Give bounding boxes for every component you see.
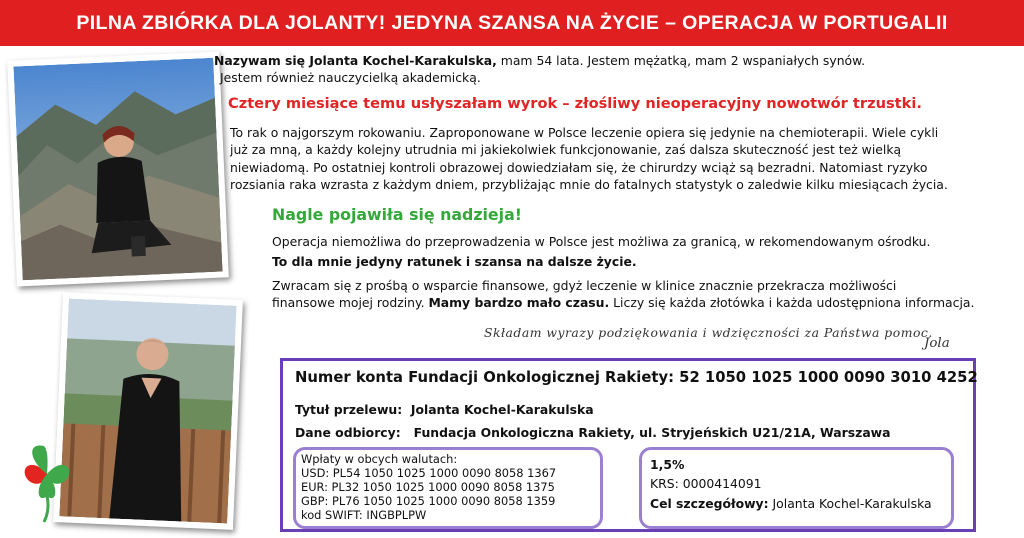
thanks-note: Składam wyrazy podziękowania i wdzięczności za Państwa pomoc. — [484, 325, 933, 340]
account-number: Numer konta Fundacji Onkologicznej Rakiety: 52 1050 1025 1000 0090 3010 4252 — [295, 369, 978, 386]
recipient — [295, 425, 891, 440]
diagnosis-heading: Cztery miesiące temu usłyszałam wyrok – złośliwy nieoperacyjny nowotwór trzustki. — [228, 95, 922, 112]
signature: Jola — [924, 336, 950, 351]
appeal-end: Liczy się każda złotówka i każda udostępniona informacja. — [609, 295, 975, 311]
portrait-photo — [53, 292, 243, 530]
hope-line-2: To dla mnie jedyny ratunek i szansa na dalsze życie. — [272, 254, 637, 269]
clover-logo — [14, 424, 80, 524]
top-banner — [0, 0, 1024, 46]
appeal-line-2 — [272, 294, 974, 311]
foreign-gbp: GBP: PL76 1050 1025 1000 0090 8058 1359 — [301, 493, 556, 508]
appeal-line-1: Zwracam się z prośbą o wsparcie finansowe, gdyż leczenie w klinice znacznie przekracza możliwości — [272, 278, 897, 293]
foreign-swift: kod SWIFT: INGBPLPW — [301, 507, 427, 522]
krs-number: KRS: 0000414091 — [650, 476, 762, 492]
foreign-currency-box — [293, 447, 603, 529]
foreign-eur: EUR: PL32 1050 1025 1000 0090 8058 1375 — [301, 479, 555, 494]
tax-krs-box — [639, 447, 954, 529]
appeal-paragraph — [272, 277, 974, 312]
intro-line-2: Jestem również nauczycielką akademicką. — [220, 70, 481, 85]
tax-percent: 1,5% — [650, 457, 685, 472]
hope-line-1: Operacja niemożliwa do przeprowadzenia w Polsce jest możliwa za granicą, w rekomendowanym ośrodku. — [272, 234, 931, 249]
foreign-usd: USD: PL54 1050 1025 1000 0090 8058 1367 — [301, 465, 557, 480]
diagnosis-line: To rak o najgorszym rokowaniu. Zaproponowane w Polsce leczenie opiera się jedynie na chemioterapii. Wiele cykli — [230, 125, 939, 140]
foreign-heading: Wpłaty w obcych walutach: — [301, 452, 458, 466]
intro-name: Nazywam się Jolanta Kochel-Karakulska, — [214, 53, 497, 68]
recipient-value: Fundacja Onkologiczna Rakiety, ul. Stryjeńskich U21/21A, Warszawa — [413, 425, 891, 440]
appeal-urgent: Mamy bardzo mało czasu. — [428, 295, 610, 311]
transfer-title-value: Jolanta Kochel-Karakulska — [410, 402, 594, 417]
goal-label: Cel szczegółowy: — [650, 495, 769, 511]
recipient-label: Dane odbiorcy: — [295, 425, 401, 440]
diagnosis-line: rozsiania raka wzrasta z każdym dniem, przybliżając mnie do fatalnych statystyk o zaledwie kilku miesiącach życia. — [230, 177, 948, 193]
hope-heading: Nagle pojawiła się nadzieja! — [272, 205, 522, 224]
transfer-title — [295, 402, 594, 417]
transfer-title-label: Tytuł przelewu: — [295, 402, 403, 417]
intro-line-1 — [214, 52, 865, 69]
intro-rest: mam 54 lata. Jestem mężatką, mam 2 wspaniałych synów. — [496, 53, 866, 68]
diagnosis-line: niewiadomą. Po ostatniej kontroli obrazowej dowiedziałam się, że chirurdzy wciąż są bezradni. Natomiast ryzyko — [230, 159, 928, 175]
appeal-start: finansowe mojej rodziny. — [272, 295, 429, 311]
banner-title: PILNA ZBIÓRKA DLA JOLANTY! JEDYNA SZANSA NA ŻYCIE – OPERACJA W PORTUGALII — [76, 11, 948, 34]
diagnosis-line: już za mną, a każdy kolejny utrudnia mi jakiekolwiek funkcjonowanie, zaś dalsza skuteczność jest też wielką — [230, 142, 902, 158]
goal — [650, 494, 943, 513]
diagnosis-paragraph — [230, 124, 948, 194]
bank-details-box — [280, 358, 976, 532]
mountain-photo — [7, 51, 229, 286]
goal-value: Jolanta Kochel-Karakulska — [772, 495, 932, 511]
